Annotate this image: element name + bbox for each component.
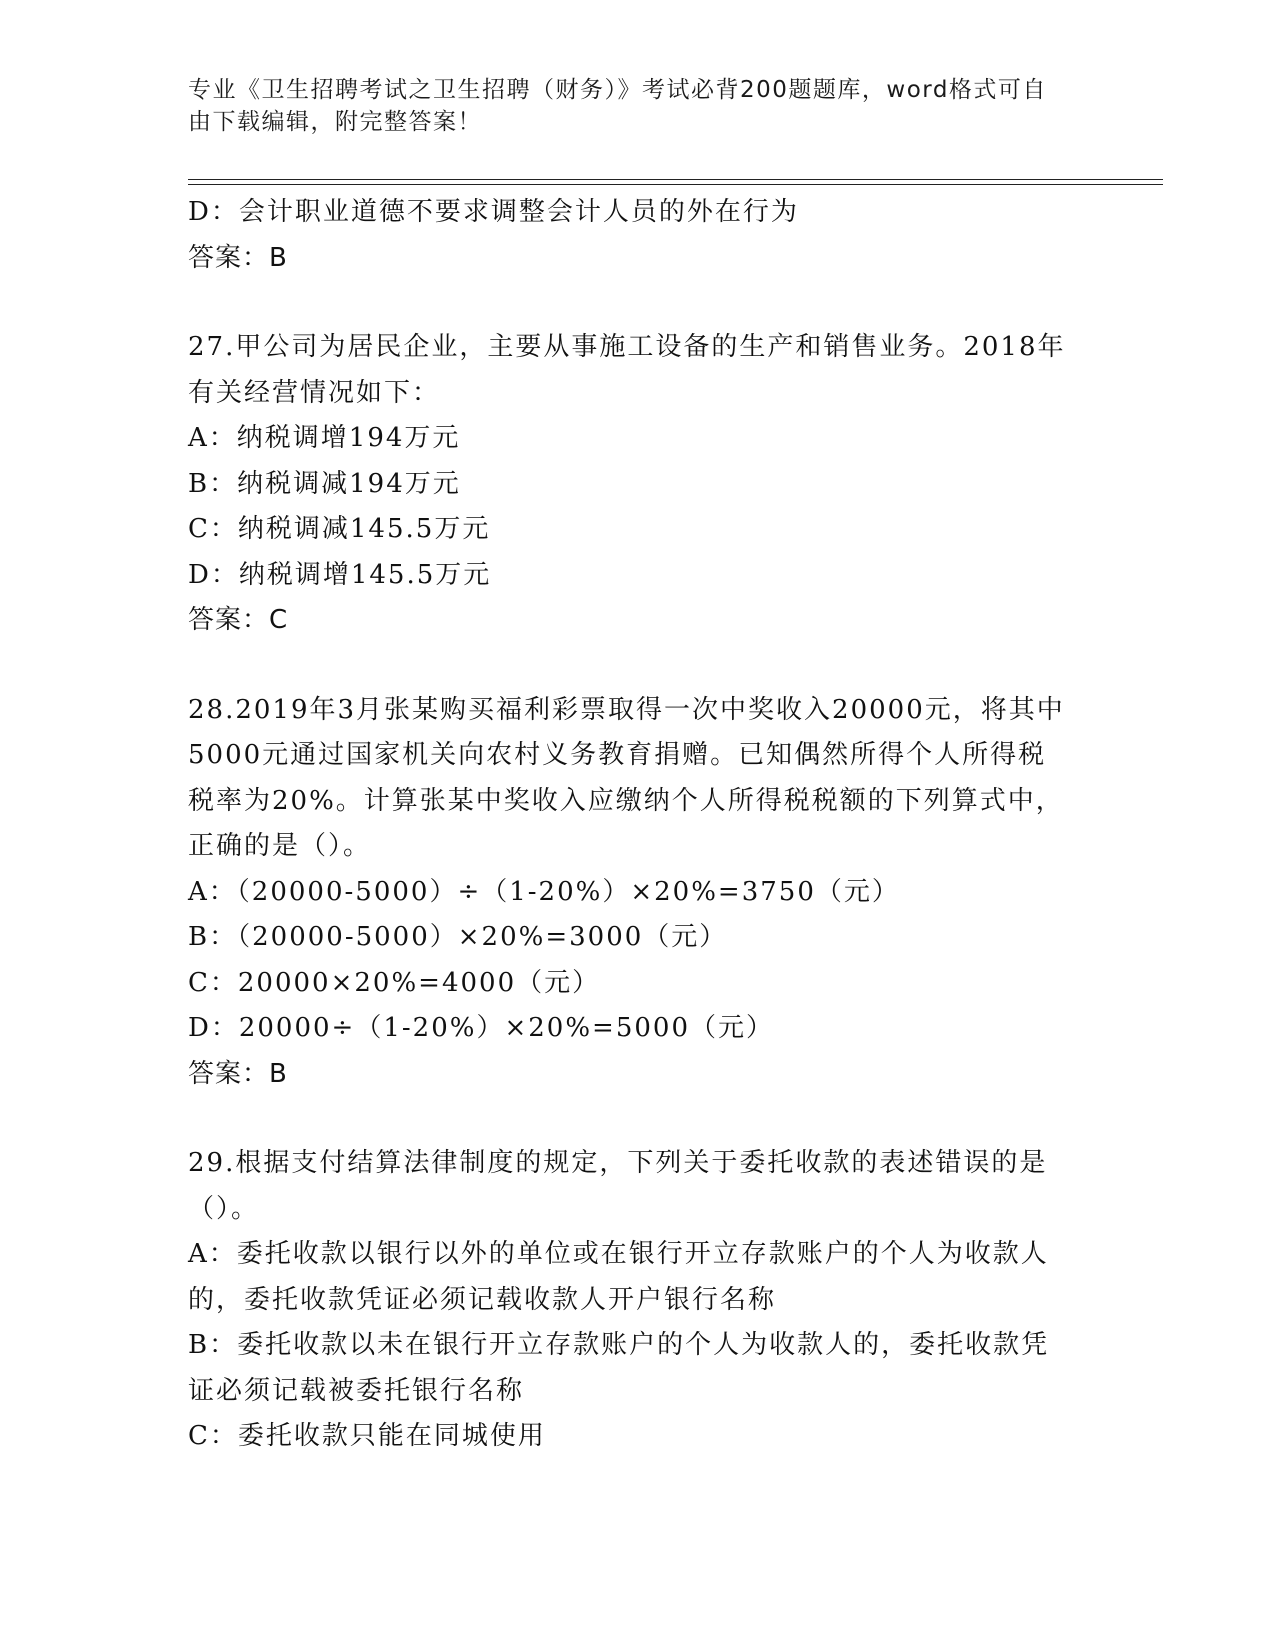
question-text: 5000元通过国家机关向农村义务教育捐赠。已知偶然所得个人所得税 bbox=[188, 740, 1047, 770]
question-text: 28.2019年3月张某购买福利彩票取得一次中奖收入20000元，将其中 bbox=[188, 694, 1065, 725]
spacer bbox=[188, 281, 1088, 325]
option-a: A：委托收款以银行以外的单位或在银行开立存款账户的个人为收款人 bbox=[188, 1239, 1049, 1269]
question-26-tail bbox=[188, 190, 1088, 281]
question-text: 有关经营情况如下： bbox=[188, 377, 441, 408]
question-text: 正确的是（）。 bbox=[188, 831, 372, 861]
option-b: B：（20000-5000）×20%=3000（元） bbox=[188, 922, 728, 952]
question-text: 税率为20%。计算张某中奖收入应缴纳个人所得税税额的下列算式中， bbox=[188, 785, 1064, 816]
question-text: 27.甲公司为居民企业，主要从事施工设备的生产和销售业务。2018年 bbox=[188, 332, 1066, 362]
option-c: C：20000×20%=4000（元） bbox=[188, 967, 601, 998]
answer-label: 答案：C bbox=[188, 605, 289, 635]
header-divider-top bbox=[188, 179, 1163, 180]
option-b: B：委托收款以未在银行开立存款账户的个人为收款人的，委托收款凭 bbox=[188, 1330, 1050, 1360]
question-28 bbox=[188, 688, 1088, 1098]
option-b: 证必须记载被委托银行名称 bbox=[188, 1375, 525, 1406]
question-27 bbox=[188, 325, 1088, 644]
question-29 bbox=[188, 1141, 1088, 1460]
option-c: C：纳税调减145.5万元 bbox=[188, 514, 491, 544]
option-c: C：委托收款只能在同城使用 bbox=[188, 1421, 546, 1451]
question-text: 29.根据支付结算法律制度的规定，下列关于委托收款的表述错误的是 bbox=[188, 1148, 1048, 1178]
document-body bbox=[188, 190, 1088, 1460]
header-divider-bottom bbox=[188, 184, 1163, 185]
option-d: D：20000÷（1-20%）×20%=5000（元） bbox=[188, 1013, 774, 1043]
option-a: A：纳税调增194万元 bbox=[188, 423, 461, 453]
option-b: B：纳税调减194万元 bbox=[188, 468, 461, 499]
option-a: 的，委托收款凭证必须记载收款人开户银行名称 bbox=[188, 1284, 777, 1315]
answer-label: 答案：B bbox=[188, 1058, 288, 1089]
header-text: 专业《卫生招聘考试之卫生招聘（财务）》考试必背200题题库，word格式可自由下载编辑，附完整答案！ bbox=[188, 77, 1047, 135]
option-d: D：会计职业道德不要求调整会计人员的外在行为 bbox=[188, 197, 799, 227]
question-text: （）。 bbox=[188, 1193, 260, 1224]
spacer bbox=[188, 1097, 1088, 1141]
option-d: D：纳税调增145.5万元 bbox=[188, 559, 492, 590]
spacer bbox=[188, 644, 1088, 688]
option-a: A：（20000-5000）÷（1-20%）×20%=3750（元） bbox=[188, 876, 900, 907]
answer-label: 答案：B bbox=[188, 242, 288, 273]
document-header bbox=[188, 74, 1068, 138]
